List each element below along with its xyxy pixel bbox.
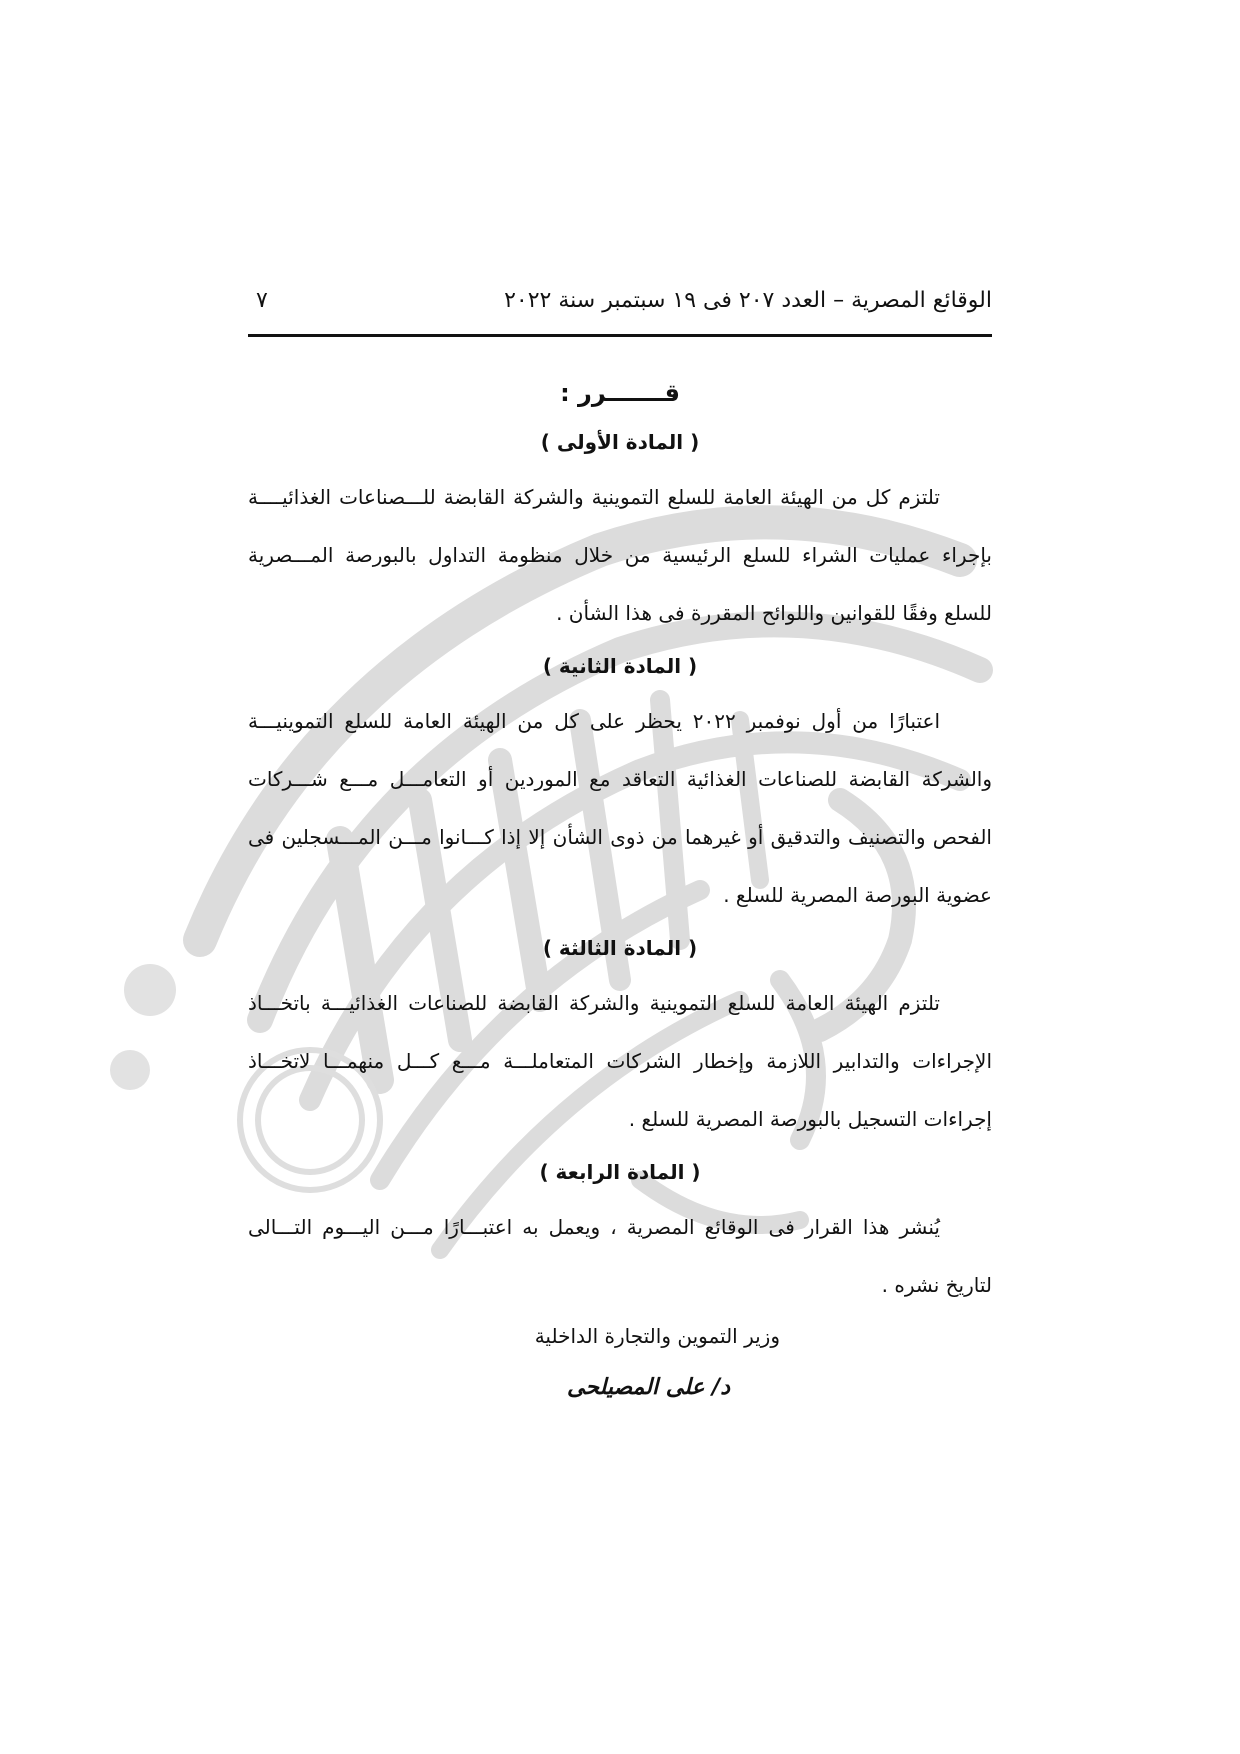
article-3-text: [248, 974, 992, 1148]
document-body: [248, 372, 992, 1318]
article-4-text: [248, 1198, 992, 1314]
article-3-title: ( المادة الثالثة ): [542, 936, 698, 960]
article-1-text-body: تلتزم كل من الهيئة العامة للسلع التموينية والشركة القابضة للـــصناعات الغذائيــــة بإجراء عمليات الشراء للسلع الرئيسية من خلال منظومة التداول بالبورصة المـــصرية للسلع وفقًا للقوانين واللوائح المقررة فى هذا الشأن .: [248, 485, 992, 625]
article-4-text-body: يُنشر هذا القرار فى الوقائع المصرية ، ويعمل به اعتبـــارًا مـــن اليـــوم التـــالى لتاريخ نشره .: [248, 1215, 992, 1297]
article-2-text-body: اعتبارًا من أول نوفمبر ٢٠٢٢ يحظر على كل من الهيئة العامة للسلع التموينيـــة والشركة القابضة للصناعات الغذائية التعاقد مع الموردين أو التعامـــل مـــع شـــركات الفحص والتصنيف والتدقيق أو غيرهما من ذوى الشأن إلا إذا كـــانوا مـــن المـــسجلين فى عضوية البورصة المصرية للسلع .: [248, 709, 992, 907]
article-1-text: [248, 468, 992, 642]
page-number: ٧: [256, 288, 268, 313]
signatory-title: وزير التموين والتجارة الداخلية: [534, 1324, 780, 1348]
article-4-title: ( المادة الرابعة ): [539, 1160, 701, 1184]
article-2-title: ( المادة الثانية ): [542, 654, 698, 678]
header-divider: [248, 334, 992, 337]
article-1-title: ( المادة الأولى ): [540, 430, 700, 454]
article-3-text-body: تلتزم الهيئة العامة للسلع التموينية والشركة القابضة للصناعات الغذائيـــة باتخـــاذ الإجراءات والتدابير اللازمة وإخطار الشركات المتعاملـــة مـــع كـــل منهمـــا لاتخـــاذ إجراءات التسجيل بالبورصة المصرية للسلع .: [248, 991, 992, 1131]
decision-heading: قـــــــرر :: [560, 379, 680, 407]
article-2-text: [248, 692, 992, 924]
signatory-name: د/ على المصيلحى: [567, 1375, 730, 1400]
header-title: الوقائع المصرية – العدد ٢٠٧ فى ١٩ سبتمبر سنة ٢٠٢٢: [504, 288, 992, 313]
page-header: [248, 284, 992, 328]
